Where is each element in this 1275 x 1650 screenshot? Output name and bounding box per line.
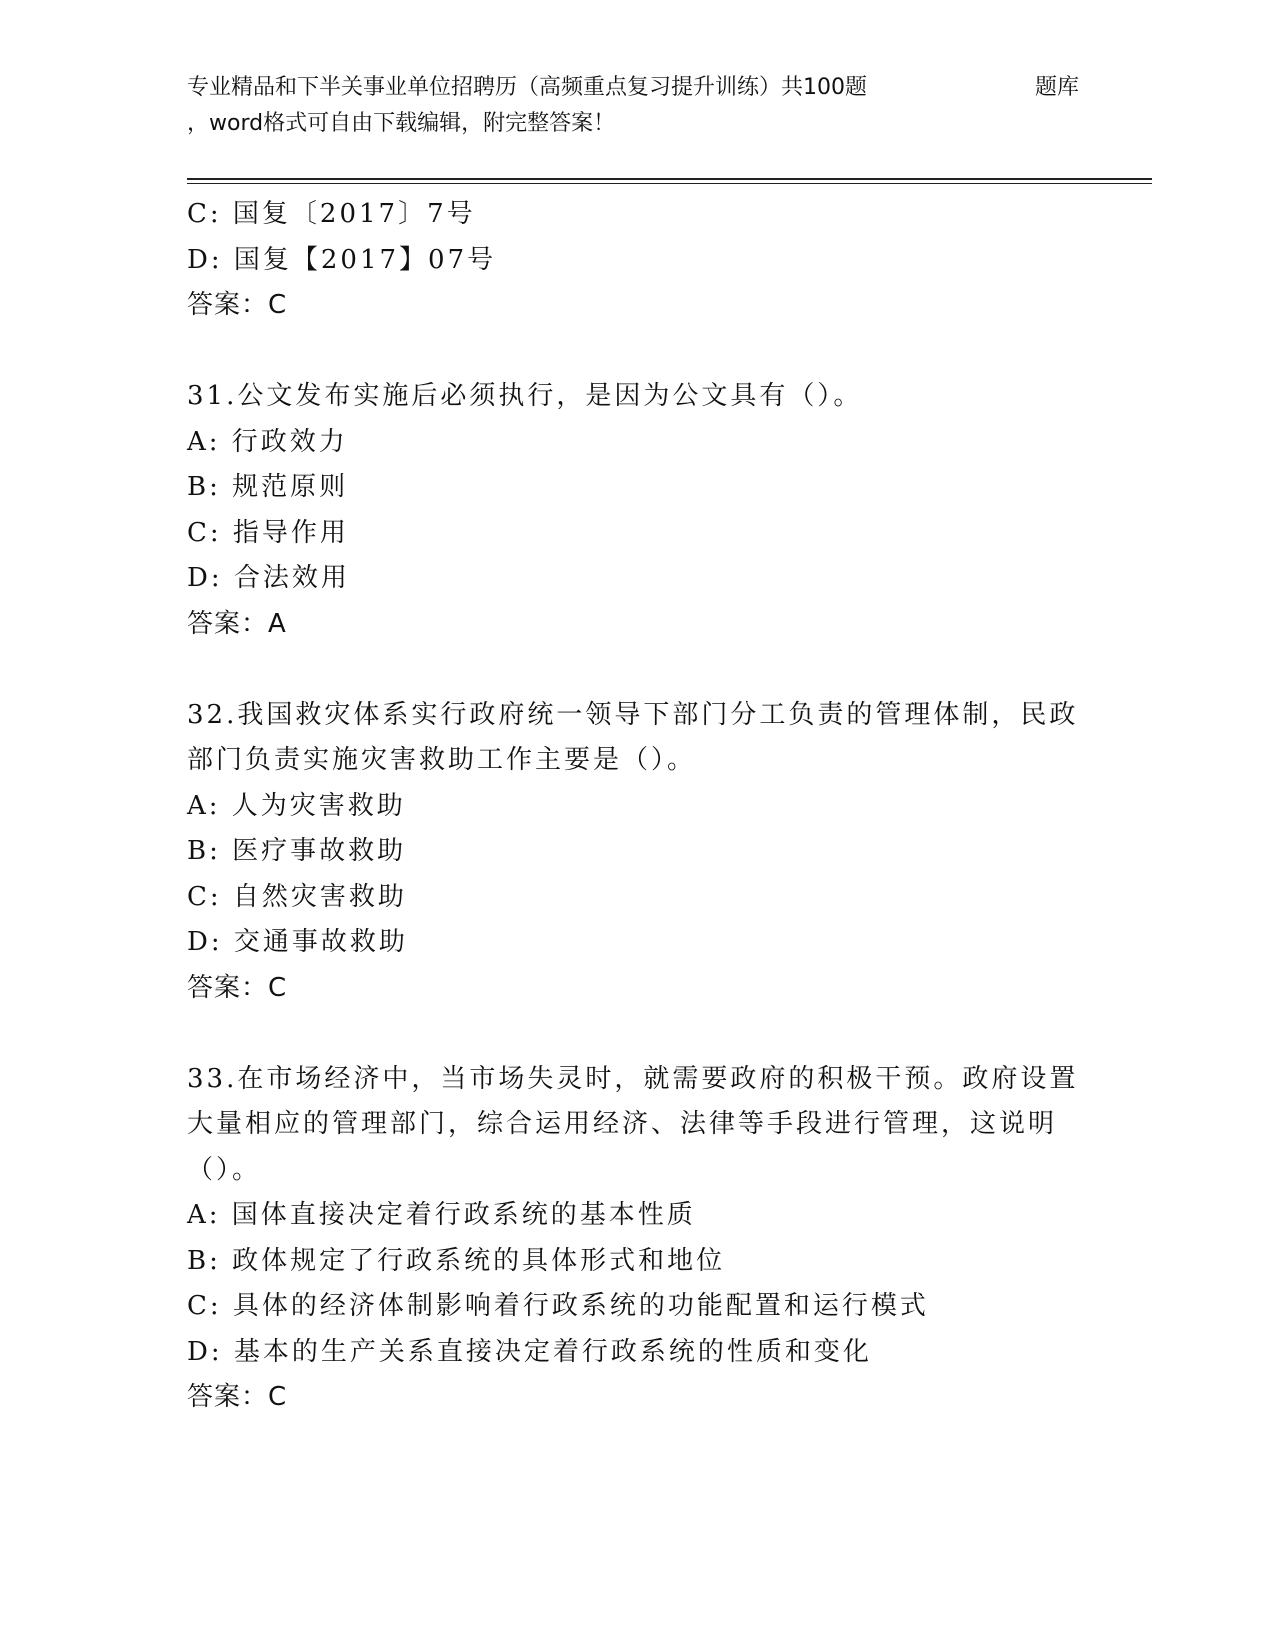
- answer-line: 答案：A: [187, 608, 287, 639]
- option-c: C: 国复〔2017〕7号: [187, 199, 476, 229]
- question-continued: [187, 192, 1087, 329]
- document-body: [187, 192, 1087, 1421]
- option-a: A: 国体直接决定着行政系统的基本性质: [187, 1200, 696, 1230]
- header-title: 专业精品和下半关事业单位招聘历（高频重点复习提升训练）共100题: [187, 75, 867, 100]
- question-stem-line: （）。: [187, 1154, 262, 1185]
- question-stem: 31.公文发布实施后必须执行，是因为公文具有（）。: [187, 381, 863, 411]
- option-a: A: 人为灾害救助: [187, 790, 406, 821]
- option-d: D: 交通事故救助: [187, 927, 408, 957]
- option-a: A: 行政效力: [187, 426, 348, 457]
- option-b: B: 医疗事故救助: [187, 836, 407, 866]
- question-stem-line: 32.我国救灾体系实行政府统一领导下部门分工负责的管理体制，民政: [187, 699, 1079, 730]
- spacer: [187, 647, 1087, 693]
- option-b: B: 规范原则: [187, 472, 349, 502]
- answer-line: 答案：C: [187, 290, 288, 320]
- header-divider-thin: [187, 183, 1152, 184]
- answer-line: 答案：C: [187, 1382, 288, 1412]
- answer-line: 答案：C: [187, 972, 288, 1003]
- header-tag: 题库: [1035, 75, 1080, 100]
- option-c: C: 自然灾害救助: [187, 881, 407, 912]
- option-d: D: 合法效用: [187, 563, 350, 593]
- option-d: D: 国复【2017】07号: [187, 244, 497, 275]
- option-c: C: 指导作用: [187, 517, 349, 548]
- option-c: C: 具体的经济体制影响着行政系统的功能配置和运行模式: [187, 1291, 929, 1321]
- option-d: D: 基本的生产关系直接决定着行政系统的性质和变化: [187, 1336, 872, 1367]
- header-divider-thick: [187, 178, 1152, 180]
- question-32: [187, 693, 1087, 1012]
- option-b: B: 政体规定了行政系统的具体形式和地位: [187, 1245, 726, 1276]
- question-31: [187, 374, 1087, 647]
- header-subtitle: ，word格式可自由下载编辑，附完整答案！: [187, 111, 616, 136]
- question-stem-line: 大量相应的管理部门，综合运用经济、法律等手段进行管理，这说明: [187, 1109, 1058, 1139]
- question-stem-line: 33.在市场经济中，当市场失灵时，就需要政府的积极干预。政府设置: [187, 1063, 1079, 1094]
- question-stem-line: 部门负责实施灾害救助工作主要是（）。: [187, 745, 697, 775]
- question-33: [187, 1057, 1087, 1421]
- spacer: [187, 1011, 1087, 1057]
- spacer: [187, 329, 1087, 375]
